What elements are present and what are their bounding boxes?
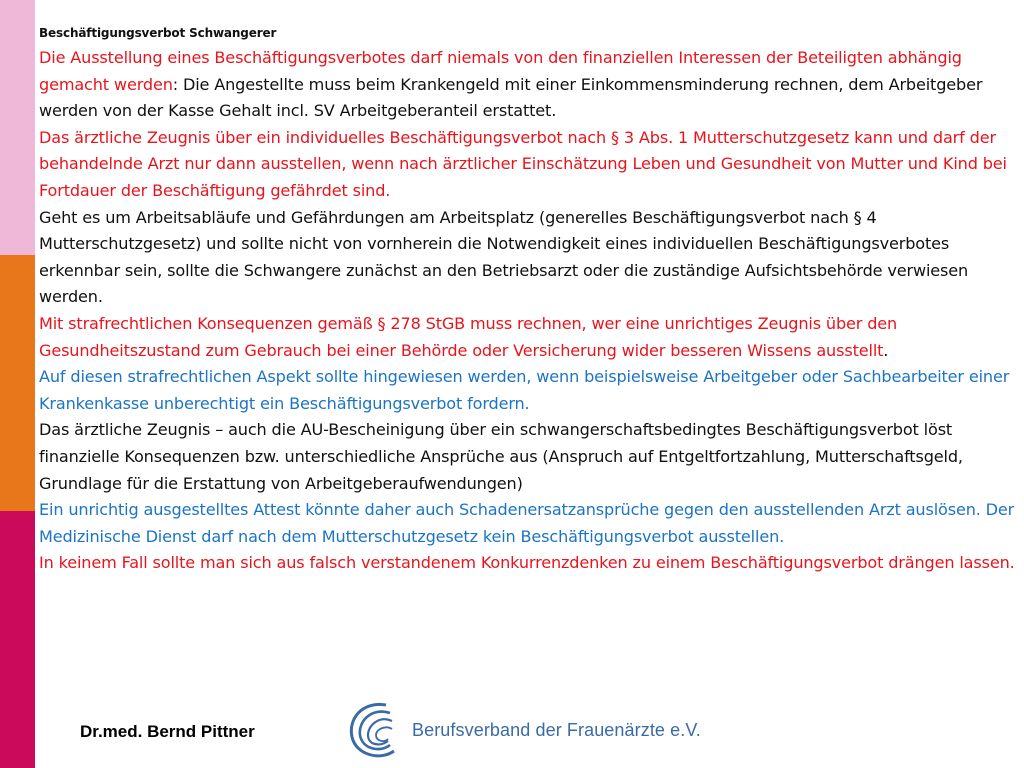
slide-content bbox=[39, 24, 1019, 577]
paragraph bbox=[39, 125, 1019, 205]
text-segment: Auf diesen strafrechtlichen Aspekt sollte hingewiesen werden, wenn beispielsweise Arbeitgeber oder Sachbearbeiter einer Krankenkasse unberechtigt ein Beschäftigungsverbot fordern. bbox=[39, 367, 1010, 413]
paragraph bbox=[39, 417, 1019, 497]
text-segment: Ein unrichtig ausgestelltes Attest könnte daher auch Schadenersatzansprüche gegen den ausstellenden Arzt auslösen. Der Medizinische Dienst darf nach dem Mutterschutzgesetz kein Beschäftigungsverbot ausstellen. bbox=[39, 500, 1015, 546]
text-segment: Die Ausstellung eines Beschäftigungsverbotes darf niemals von den finanziellen Interessen der Beteiligten abhängig gemacht werden bbox=[39, 48, 962, 94]
text-segment: Das ärztliche Zeugnis – auch die AU-Bescheinigung über ein schwangerschaftsbedingtes Beschäftigungsverbot löst finanzielle Konsequenzen bzw. unterschiedliche Ansprüche aus (Anspruch auf Entgeltfortzahlung, Mutterschaftsgeld, Grundlage für die Erstattung von Arbeitgeberaufwendungen) bbox=[39, 420, 963, 493]
paragraph bbox=[39, 550, 1019, 577]
text-segment: In keinem Fall sollte man sich aus falsch verstandenem Konkurrenzdenken zu einem Beschäftigungsverbot drängen lassen. bbox=[39, 553, 1015, 573]
paragraph bbox=[39, 205, 1019, 311]
side-bar-magenta bbox=[0, 511, 35, 768]
concentric-circles-logo-icon bbox=[346, 697, 408, 763]
side-bar-orange bbox=[0, 255, 35, 511]
slide-title: Beschäftigungsverbot Schwangerer bbox=[39, 26, 277, 40]
author-name: Dr.med. Bernd Pittner bbox=[80, 722, 255, 741]
paragraph-list bbox=[39, 45, 1019, 577]
logo-text: Berufsverband der Frauenärzte e.V. bbox=[412, 720, 701, 740]
text-segment: Geht es um Arbeitsabläufe und Gefährdungen am Arbeitsplatz (generelles Beschäftigungsverbot nach § 4 Mutterschutzgesetz) und sollte nicht von vornherein die Notwendigkeit eines individuellen Beschäftigungsverbotes erkennbar sein, sollte die Schwangere zunächst an den Betriebsarzt oder die zuständige Aufsichtsbehörde verwiesen werden. bbox=[39, 207, 969, 307]
text-segment: Das ärztliche Zeugnis über ein individuelles Beschäftigungsverbot nach § 3 Abs. 1 Mutterschutzgesetz kann und darf der behandelnde Arzt nur dann ausstellen, wenn nach ärztlicher Einschätzung Leben und Gesundheit von Mutter und Kind bei Fortdauer der Beschäftigung gefährdet sind. bbox=[39, 127, 1007, 200]
paragraph bbox=[39, 45, 1019, 125]
text-segment: : Die Angestellte muss beim Krankengeld mit einer Einkommensminderung rechnen, dem Arbeitgeber werden von der Kasse Gehalt incl. SV Arbeitgeberanteil erstattet. bbox=[39, 74, 983, 121]
paragraph bbox=[39, 311, 1019, 364]
text-segment: . bbox=[883, 340, 889, 360]
text-segment: Mit strafrechtlichen Konsequenzen gemäß § 278 StGB muss rechnen, wer eine unrichtiges Zeugnis über den Gesundheitszustand zum Gebrauch bei einer Behörde oder Versicherung wider besseren Wissens ausstellt bbox=[39, 313, 898, 360]
paragraph bbox=[39, 497, 1019, 550]
side-bar-pink bbox=[0, 0, 35, 255]
paragraph bbox=[39, 364, 1019, 417]
